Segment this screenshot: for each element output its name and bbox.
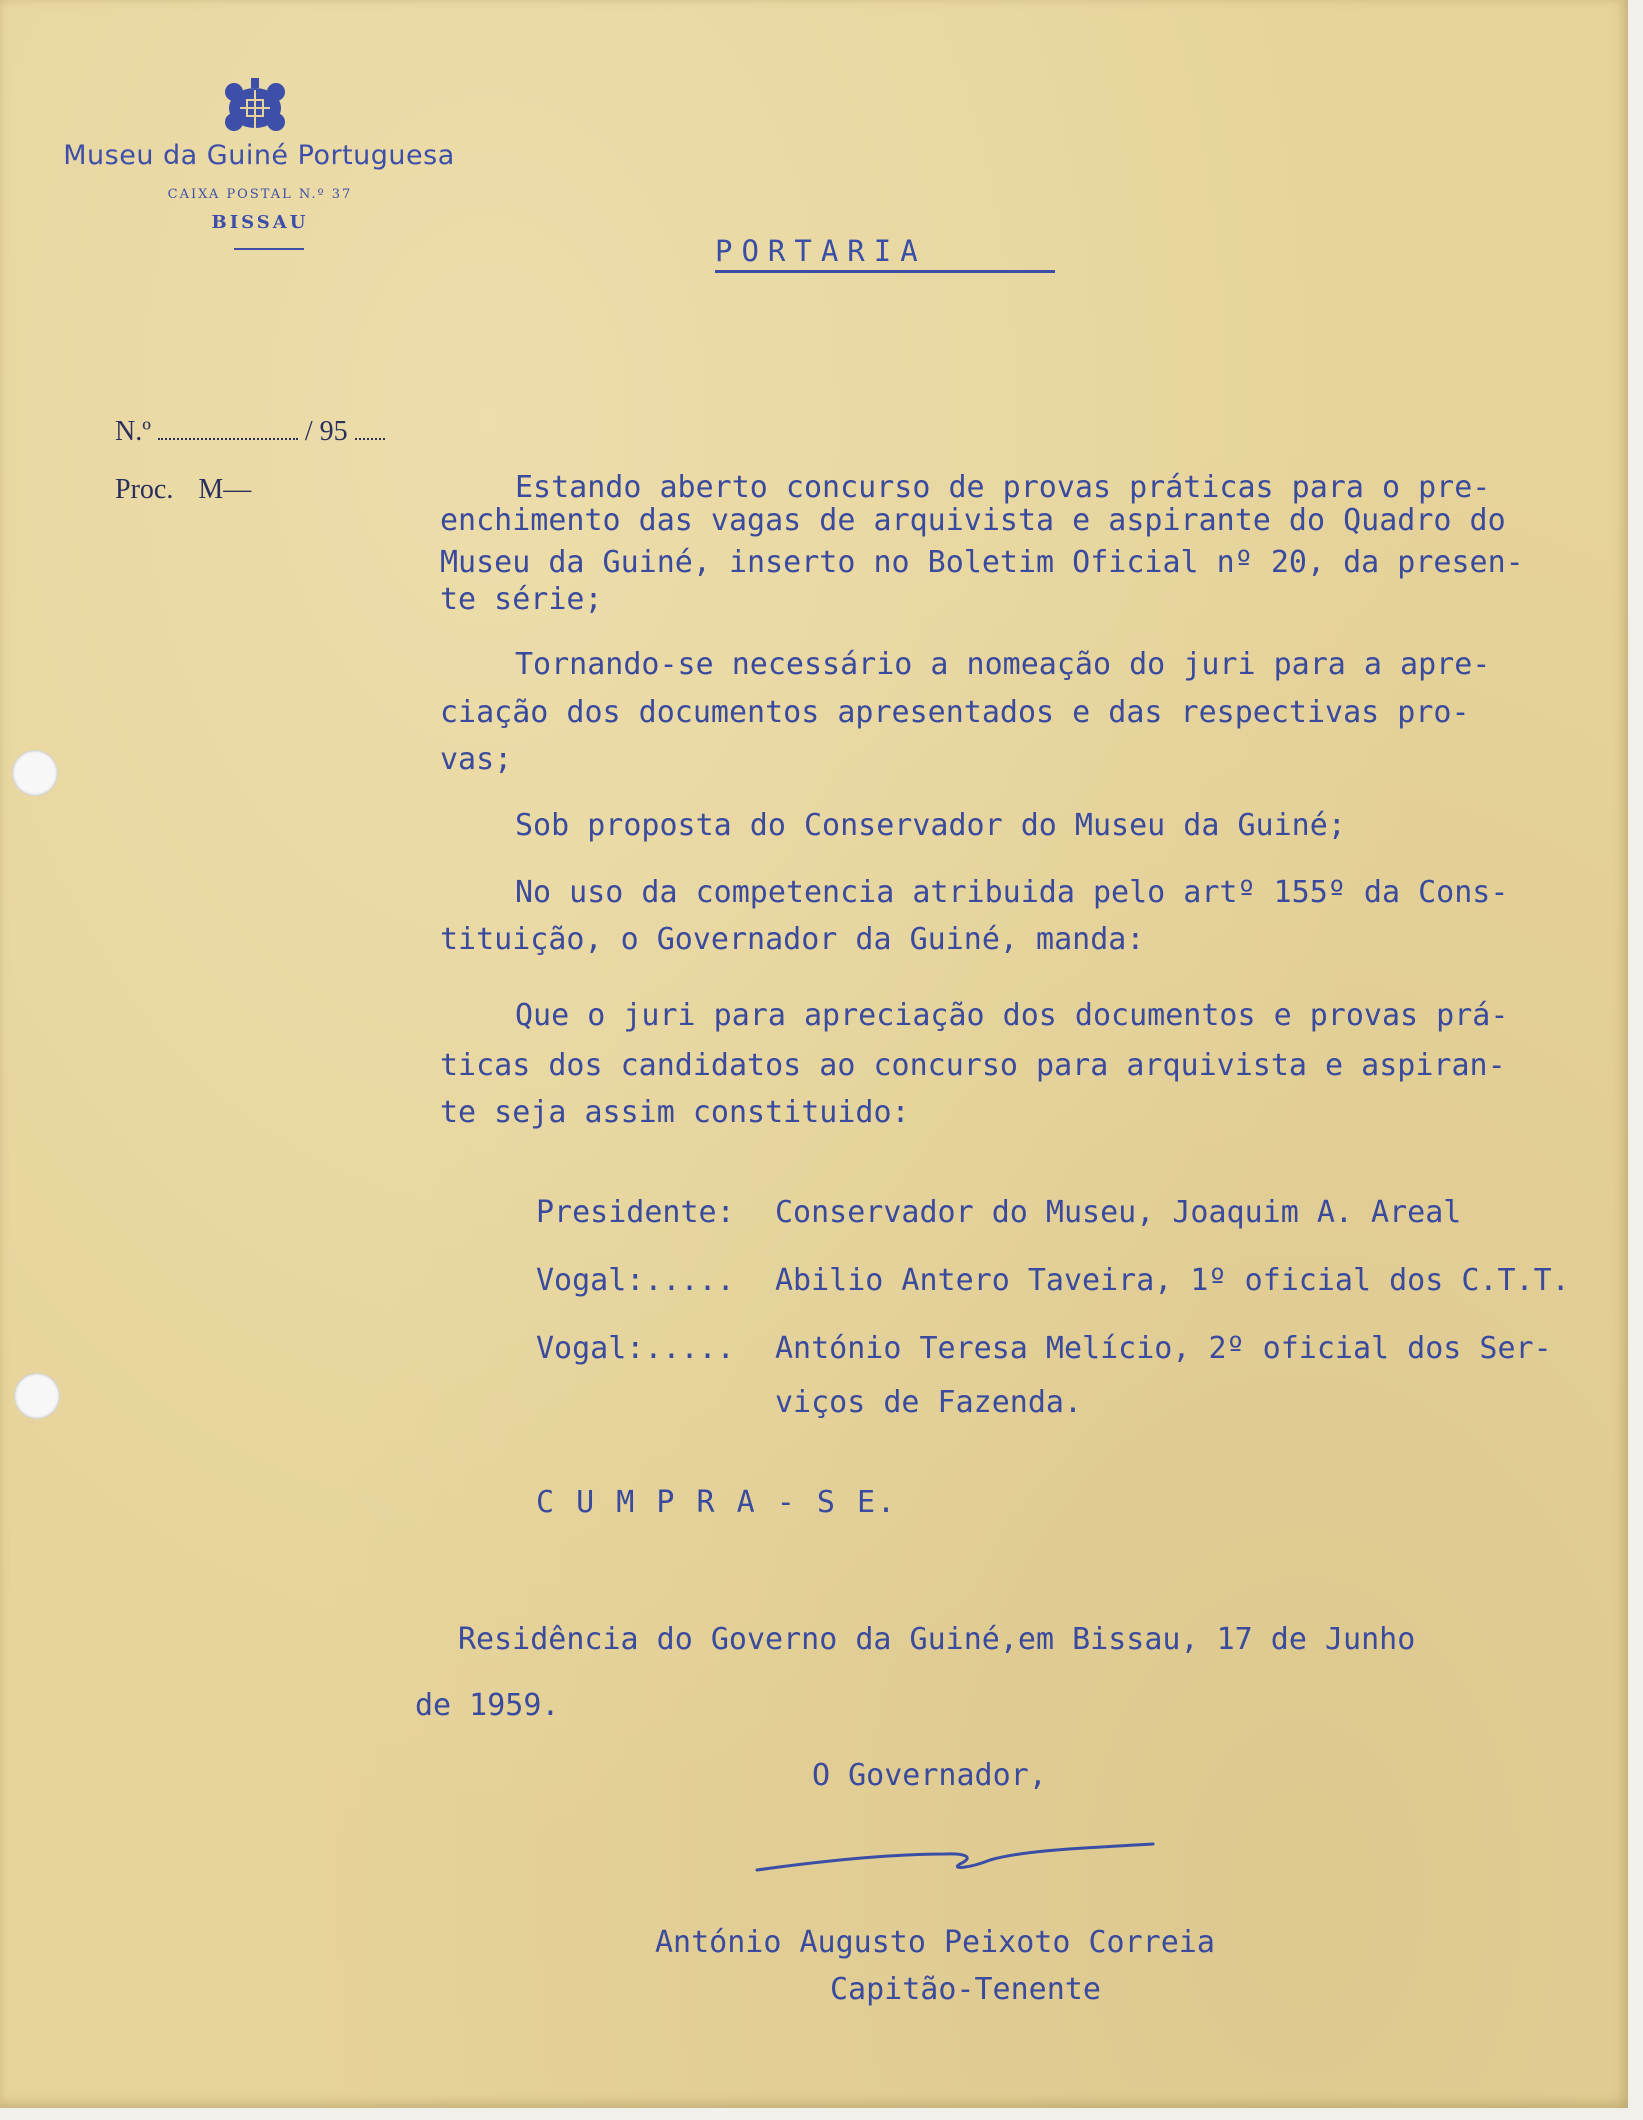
place-date-line-1: Residência do Governo da Guiné,em Bissau, 17 de Junho bbox=[458, 1622, 1416, 1657]
handwritten-signature bbox=[755, 1832, 1155, 1882]
paragraph-5-line-2: ticas dos candidatos ao concurso para arquivista e aspiran- bbox=[440, 1048, 1506, 1083]
paragraph-1-line-2: enchimento das vagas de arquivista e aspirante do Quadro do bbox=[440, 503, 1506, 538]
jury-member-vogal-1: Abilio Antero Taveira, 1º oficial dos C.T.T. bbox=[775, 1263, 1570, 1298]
process-reference bbox=[115, 474, 251, 506]
punch-hole-top bbox=[12, 750, 58, 796]
number-label: N.º bbox=[115, 416, 151, 447]
paragraph-1-line-3: Museu da Guiné, inserto no Boletim Oficial nº 20, da presen- bbox=[440, 545, 1524, 580]
paragraph-4-line-2: tituição, o Governador da Guiné, manda: bbox=[440, 922, 1145, 957]
letterhead-rule bbox=[234, 248, 304, 250]
paragraph-3-line-1: Sob proposta do Conservador do Museu da Guiné; bbox=[515, 808, 1346, 843]
document-title: PORTARIA bbox=[715, 234, 927, 268]
jury-role-president: Presidente: bbox=[536, 1195, 735, 1230]
paragraph-5-line-3: te seja assim constituido: bbox=[440, 1095, 910, 1130]
paragraph-4-line-1: No uso da competencia atribuida pelo artº 155º da Cons- bbox=[515, 875, 1509, 910]
number-suffix: / 95 bbox=[304, 416, 348, 447]
museum-emblem-icon bbox=[220, 76, 290, 136]
signatory-rank: Capitão-Tenente bbox=[830, 1972, 1101, 2007]
jury-role-vogal-1: Vogal:..... bbox=[536, 1263, 735, 1298]
signatory-name: António Augusto Peixoto Correia bbox=[655, 1925, 1215, 1960]
jury-member-vogal-2: António Teresa Melício, 2º oficial dos Ser- bbox=[775, 1331, 1552, 1366]
paragraph-2-line-2: ciação dos documentos apresentados e das respectivas pro- bbox=[440, 695, 1470, 730]
number-blank bbox=[158, 418, 298, 440]
paragraph-2-line-1: Tornando-se necessário a nomeação do juri para a apre- bbox=[515, 647, 1491, 682]
process-value: M— bbox=[198, 474, 252, 505]
jury-role-vogal-2: Vogal:..... bbox=[536, 1331, 735, 1366]
punch-hole-bottom bbox=[14, 1373, 60, 1419]
signatory-salutation: O Governador, bbox=[812, 1758, 1047, 1793]
paragraph-1-line-4: te série; bbox=[440, 582, 603, 617]
institution-name: Museu da Guiné Portuguesa bbox=[63, 140, 455, 171]
city-name: BISSAU bbox=[211, 212, 309, 233]
jury-member-president: Conservador do Museu, Joaquim A. Areal bbox=[775, 1195, 1462, 1230]
jury-member-vogal-2-cont: viços de Fazenda. bbox=[775, 1385, 1083, 1420]
reference-number bbox=[115, 416, 385, 448]
title-underline bbox=[715, 270, 1055, 273]
process-label: Proc. bbox=[115, 474, 174, 505]
suffix-blank bbox=[355, 418, 385, 440]
paragraph-1-line-1: Estando aberto concurso de provas práticas para o pre- bbox=[515, 470, 1491, 505]
postal-box: CAIXA POSTAL N.º 37 bbox=[167, 187, 353, 202]
closing-formula: C U M P R A - S E. bbox=[536, 1485, 898, 1520]
place-date-line-2: de 1959. bbox=[415, 1688, 560, 1723]
paragraph-2-line-3: vas; bbox=[440, 742, 513, 777]
paragraph-5-line-1: Que o juri para apreciação dos documentos e provas prá- bbox=[515, 998, 1509, 1033]
